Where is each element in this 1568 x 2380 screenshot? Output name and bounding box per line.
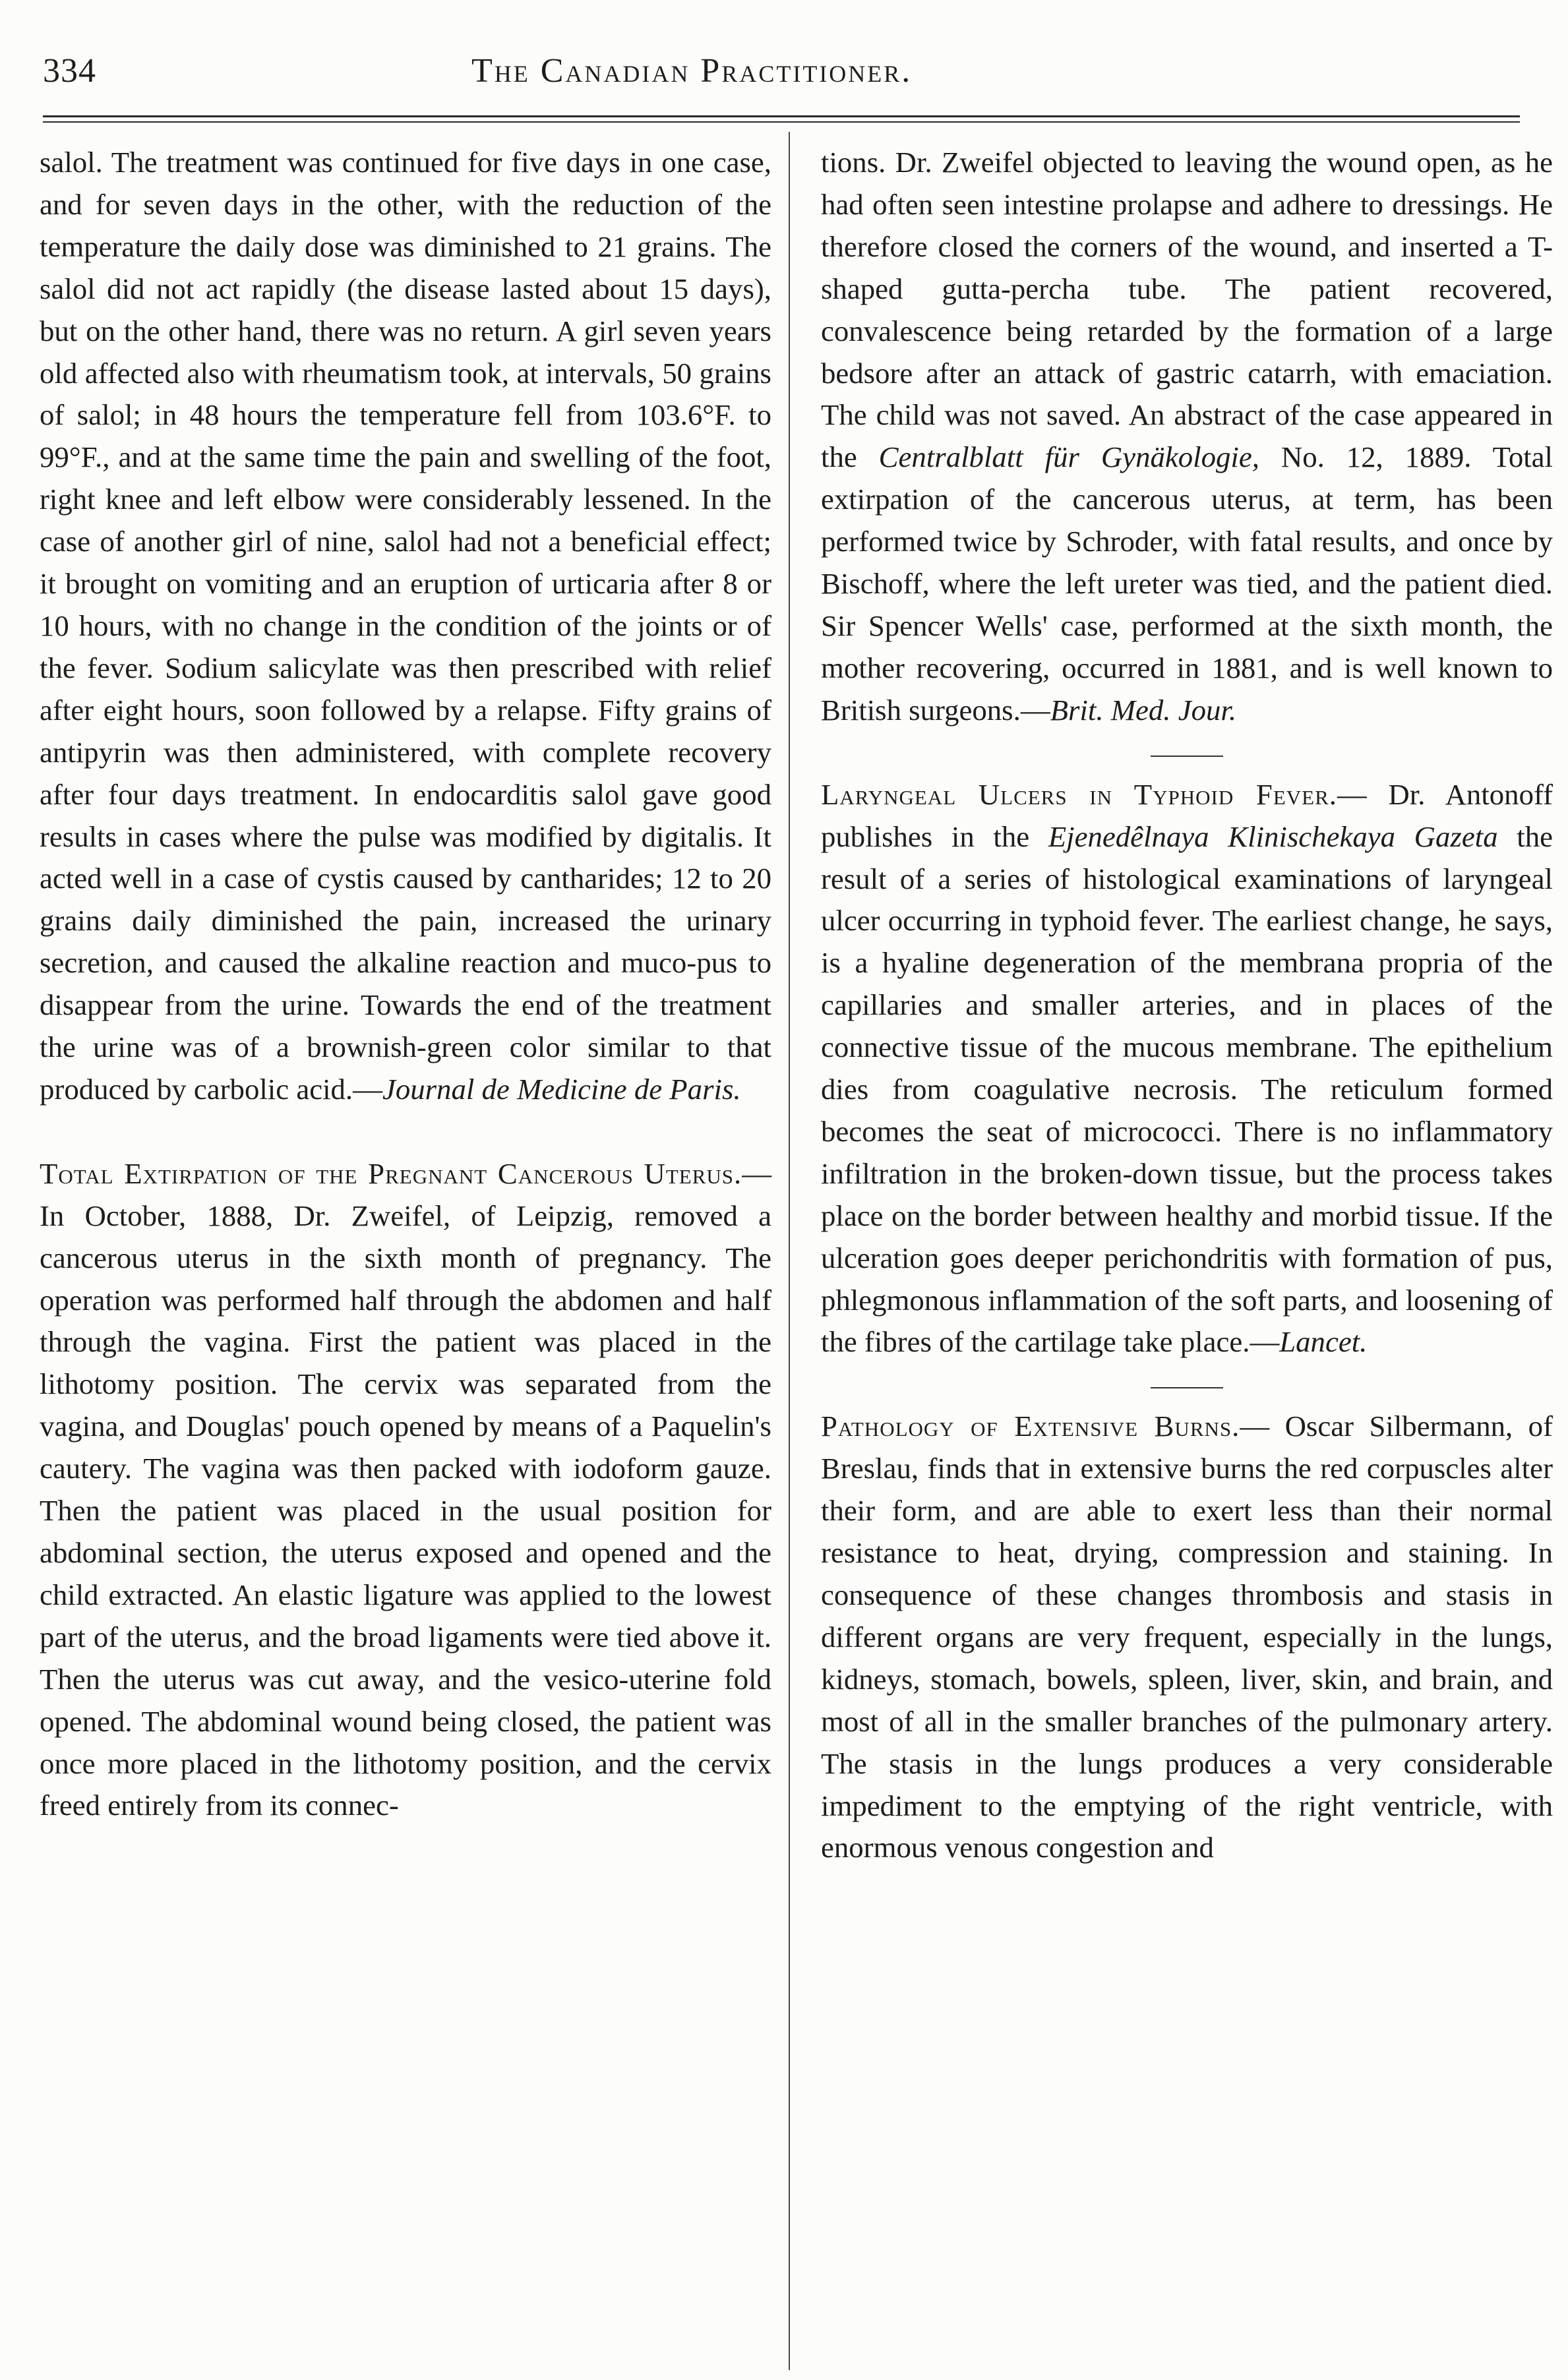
section-spacer [40, 1111, 771, 1153]
burns-text: — Oscar Silbermann, of Breslau, finds that in extensive burns the red corpuscles alter their form, and are able to exert less than their normal resistance to heat, drying, compression and staining. In consequence of these changes thrombosis and stasis in different organs are very frequent, especially in the lungs, kidneys, stomach, bowels, spleen, liver, skin, and brain, and most of all in the smaller branches of the pulmonary artery. The stasis in the lungs produces a very considerable impediment to the emptying of the right ventricle, with enormous venous congestion and [821, 1410, 1553, 1864]
extirpation-text: —In October, 1888, Dr. Zweifel, of Leipzig, removed a cancerous uterus in the sixth month of pregnancy. The operation was performed half through the abdomen and half through the vagina. First the patient was placed in the lithotomy position. The cervix was separated from the vagina, and Douglas' pouch opened by means of a Paquelin's cautery. The vagina was then packed with iodoform gauze. Then the patient was placed in the usual position for abdominal section, the uterus exposed and opened and the child extracted. An elastic ligature was applied to the lowest part of the uterus, and the broad ligaments were tied above it. Then the uterus was cut away, and the vesico-uterine fold opened. The abdominal wound being closed, the patient was once more placed in the lithotomy position, and the cervix freed entirely from its connec- [40, 1156, 771, 1822]
salol-paragraph [40, 142, 771, 1111]
separator-line [1151, 1387, 1223, 1388]
section-separator [821, 732, 1553, 774]
running-title: The Canadian Practitioner. [471, 52, 913, 90]
laryngeal-source: Lancet. [1279, 1325, 1368, 1359]
separator-line [1151, 756, 1223, 757]
page-header [43, 51, 1520, 104]
laryngeal-paragraph [821, 774, 1553, 1364]
extirpation-continued-text-b: No. 12, 1889. Total extirpation of the cancerous uterus, at term, has been performed twice by Schroder, with fatal results, and once by Bischoff, where the left ureter was tied, and the patient died. Sir Spencer Wells' case, performed at the sixth month, the mother recovering, occurred in 1881, and is well known to British surgeons.— [821, 440, 1553, 727]
extirpation-continued-text-a: tions. Dr. Zweifel objected to leaving the wound open, as he had often seen intestine prolapse and adhere to dressings. He therefore closed the corners of the wound, and inserted a T-shaped gutta-percha tube. The patient recovered, convalescence being retarded by the formation of a large bedsore after an attack of gastric catarrh, with emaciation. The child was not saved. An abstract of the case appeared in the [821, 146, 1553, 474]
burns-heading: Pathology of Extensive Burns. [821, 1410, 1240, 1443]
header-rule-top [43, 115, 1520, 117]
laryngeal-text-a: — Dr. Antonoff publishes in the [821, 777, 1553, 853]
extirpation-continued-paragraph [821, 142, 1553, 732]
extirpation-paragraph [40, 1153, 771, 1828]
salol-text: salol. The treatment was continued for five days in one case, and for seven days in the other, with the reduction of the temperature the daily dose was diminished to 21 grains. The salol did not act rapidly (the disease lasted about 15 days), but on the other hand, there was no return. A girl seven years old affected also with rheumatism took, at intervals, 50 grains of salol; in 48 hours the temperature fell from 103.6°F. to 99°F., and at the same time the pain and swelling of the foot, right knee and left elbow were considerably lessened. In the case of another girl of nine, salol had not a beneficial effect; it brought on vomiting and an eruption of urticaria after 8 or 10 hours, with no change in the condition of the joints or of the fever. Sodium salicylate was then prescribed with relief after eight hours, soon followed by a relapse. Fifty grains of antipyrin was then administered, with complete recovery after four days treatment. In endocarditis salol gave good results in cases where the pulse was modified by digitalis. It acted well in a case of cystis caused by cantharides; 12 to 20 grains daily diminished the pain, increased the urinary secretion, and caused the alkaline reaction and muco-pus to disappear from the urine. Towards the end of the treatment the urine was of a brownish-green color similar to that produced by carbolic acid.— [40, 146, 771, 1106]
header-rule-bottom [43, 121, 1520, 123]
burns-paragraph [821, 1406, 1553, 1869]
extirpation-heading: Total Extirpation of the Pregnant Cancerous Uterus. [40, 1156, 742, 1190]
extirpation-source: Brit. Med. Jour. [1050, 693, 1237, 727]
page-number: 334 [43, 52, 96, 90]
centralblatt-journal: Centralblatt für Gynäkologie, [878, 440, 1259, 474]
section-separator [821, 1363, 1553, 1406]
laryngeal-text-b: the result of a series of histological examinations of laryngeal ulcer occurring in typhoid fever. The earliest change, he says, is a hyaline degeneration of the membrana propria of the capillaries and smaller arteries, and in places of the connective tissue of the mucous membrane. The epithelium dies from coagulative necrosis. The reticulum formed becomes the seat of micrococci. There is no inflammatory infiltration in the broken-down tissue, but the process takes place on the border between healthy and morbid tissue. If the ulceration goes deeper perichondritis with formation of pus, phlegmonous inflammation of the soft parts, and loosening of the fibres of the cartilage take place.— [821, 819, 1553, 1359]
laryngeal-journal: Ejenedêlnaya Klinischekaya Gazeta [1048, 819, 1498, 853]
column-divider [789, 132, 790, 2370]
laryngeal-heading: Laryngeal Ulcers in Typhoid Fever. [821, 777, 1337, 811]
salol-source: Journal de Medicine de Paris. [382, 1072, 741, 1106]
left-column [40, 142, 771, 1827]
right-column [821, 142, 1553, 1869]
